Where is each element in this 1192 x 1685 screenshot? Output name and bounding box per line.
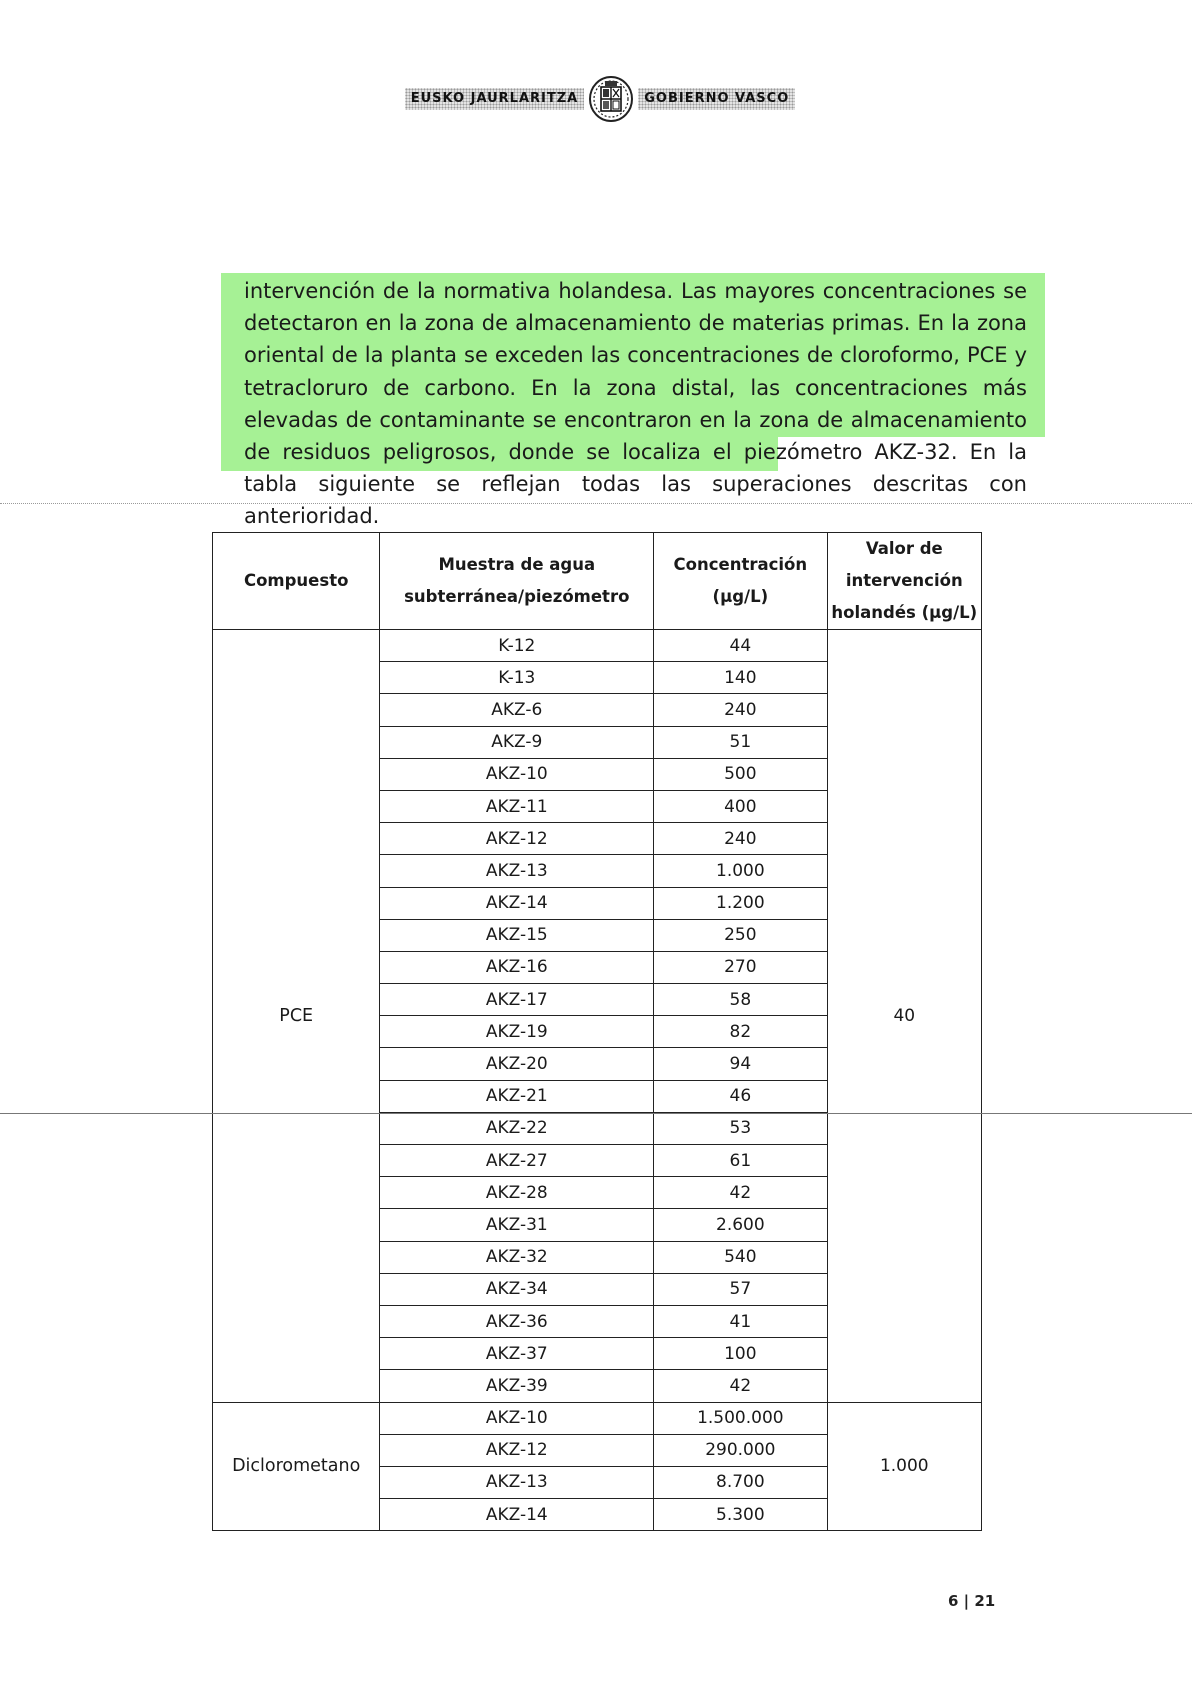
table-header-row (213, 533, 982, 630)
concentration-cell: 58 (654, 984, 827, 1016)
sample-cell: K-13 (380, 662, 654, 694)
concentration-cell: 8.700 (654, 1466, 827, 1498)
sample-cell: AKZ-13 (380, 1466, 654, 1498)
sample-cell: AKZ-14 (380, 1499, 654, 1531)
compound-diclorometano: Diclorometano (213, 1402, 380, 1531)
document-header (400, 84, 800, 114)
sample-cell: AKZ-16 (380, 951, 654, 983)
sample-cell: AKZ-37 (380, 1338, 654, 1370)
concentration-cell: 250 (654, 919, 827, 951)
concentration-cell: 57 (654, 1273, 827, 1305)
header-concentration: Concentración (µg/L) (654, 533, 827, 630)
coat-of-arms-icon (588, 75, 634, 123)
concentration-cell: 42 (654, 1370, 827, 1402)
sample-cell: AKZ-12 (380, 1434, 654, 1466)
sample-cell: AKZ-34 (380, 1273, 654, 1305)
compound-pce: PCE (213, 630, 380, 1403)
sample-cell: AKZ-10 (380, 1402, 654, 1434)
concentration-cell: 500 (654, 758, 827, 790)
concentration-cell: 51 (654, 726, 827, 758)
sample-cell: AKZ-39 (380, 1370, 654, 1402)
concentration-cell: 46 (654, 1080, 827, 1112)
table-row (213, 1402, 982, 1434)
sample-cell: AKZ-19 (380, 1016, 654, 1048)
concentration-cell: 290.000 (654, 1434, 827, 1466)
concentration-cell: 240 (654, 694, 827, 726)
concentration-cell: 1.500.000 (654, 1402, 827, 1434)
sample-cell: AKZ-20 (380, 1048, 654, 1080)
concentration-cell: 5.300 (654, 1499, 827, 1531)
sample-cell: AKZ-10 (380, 758, 654, 790)
sample-cell: K-12 (380, 630, 654, 662)
header-sample: Muestra de agua subterránea/piezómetro (380, 533, 654, 630)
concentration-cell: 44 (654, 630, 827, 662)
concentration-cell: 400 (654, 790, 827, 822)
plain-text: En la tabla siguiente se reflejan todas las superaciones descritas con anterioridad. (244, 440, 1027, 529)
body-paragraph (244, 275, 1027, 533)
sample-cell: AKZ-13 (380, 855, 654, 887)
limit-diclorometano: 1.000 (827, 1402, 981, 1531)
sample-cell: AKZ-22 (380, 1112, 654, 1144)
concentration-cell: 94 (654, 1048, 827, 1080)
sample-cell: AKZ-31 (380, 1209, 654, 1241)
concentration-cell: 1.000 (654, 855, 827, 887)
sample-cell: AKZ-28 (380, 1177, 654, 1209)
concentration-cell: 53 (654, 1112, 827, 1144)
sample-cell: AKZ-27 (380, 1145, 654, 1177)
highlighted-text: intervención de la normativa holandesa. Las mayores concentraciones se detectaron en la zona de almacenamiento de materias primas. En la zona oriental de la planta se exceden las concentraciones de cloroformo, PCE y tetracloruro de carbono. En la zona distal, las concentraciones más elevadas de contaminante se encontraron en la zona de almacenamiento de residuos peligrosos, donde se localiza el piezómetro AKZ-32. (244, 279, 1027, 465)
sample-cell: AKZ-11 (380, 790, 654, 822)
concentration-cell: 2.600 (654, 1209, 827, 1241)
concentration-cell: 540 (654, 1241, 827, 1273)
sample-cell: AKZ-9 (380, 726, 654, 758)
sample-cell: AKZ-17 (380, 984, 654, 1016)
concentration-cell: 61 (654, 1145, 827, 1177)
table-row (213, 630, 982, 662)
header-left-text: EUSKO JAURLARITZA (405, 88, 584, 110)
concentration-cell: 41 (654, 1305, 827, 1337)
sample-cell: AKZ-12 (380, 823, 654, 855)
concentration-cell: 240 (654, 823, 827, 855)
sample-cell: AKZ-36 (380, 1305, 654, 1337)
concentration-cell: 1.200 (654, 887, 827, 919)
concentration-cell: 270 (654, 951, 827, 983)
header-limit: Valor de intervención holandés (µg/L) (827, 533, 981, 630)
page-number: 6 | 21 (948, 1592, 996, 1610)
scan-artifact-line (0, 1113, 1192, 1114)
header-compound: Compuesto (213, 533, 380, 630)
scan-artifact-line (0, 503, 1192, 504)
concentration-cell: 100 (654, 1338, 827, 1370)
concentration-cell: 82 (654, 1016, 827, 1048)
sample-cell: AKZ-6 (380, 694, 654, 726)
sample-cell: AKZ-32 (380, 1241, 654, 1273)
sample-cell: AKZ-15 (380, 919, 654, 951)
table-body (213, 630, 982, 1531)
concentration-cell: 140 (654, 662, 827, 694)
concentration-cell: 42 (654, 1177, 827, 1209)
exceedance-table (212, 532, 982, 1531)
limit-pce: 40 (827, 630, 981, 1403)
sample-cell: AKZ-21 (380, 1080, 654, 1112)
header-right-text: GOBIERNO VASCO (638, 88, 795, 110)
sample-cell: AKZ-14 (380, 887, 654, 919)
